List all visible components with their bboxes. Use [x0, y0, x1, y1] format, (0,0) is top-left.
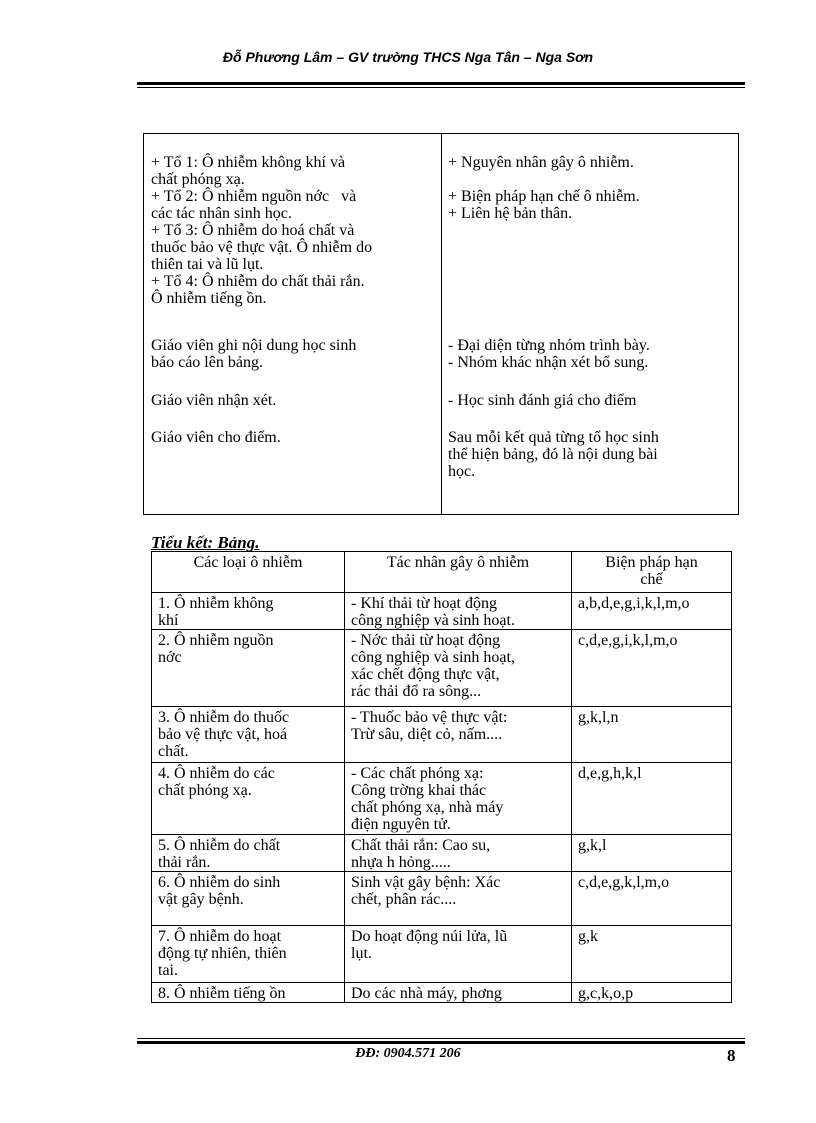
pollution-type-cell: 2. Ô nhiễm nguồn nớc	[152, 630, 345, 707]
pollution-type-cell: 4. Ô nhiễm do các chất phóng xạ.	[152, 763, 345, 835]
pollutant-cell: - Nớc thải từ hoạt động công nghiệp và sinh hoạt, xác chết động thực vật, rác thải đổ ra sông...	[345, 630, 572, 707]
pollution-type-cell: 8. Ô nhiễm tiếng ồn	[152, 983, 345, 1003]
column-header: Các loại ô nhiễm	[152, 552, 345, 593]
header-rule	[137, 82, 745, 85]
table1-left-cell: Giáo viên ghi nội dung học sinh báo cáo lên bảng.	[151, 337, 357, 371]
table-row	[152, 763, 732, 835]
table-row	[152, 926, 732, 983]
measures-cell: g,k,l,n	[572, 707, 732, 763]
measures-cell: d,e,g,h,k,l	[572, 763, 732, 835]
measures-cell: g,k,l	[572, 835, 732, 872]
table-row	[152, 983, 732, 1003]
footer-rule-thin	[137, 1038, 745, 1039]
table-row	[152, 630, 732, 707]
pollutant-cell: Do hoạt động núi lửa, lũ lụt.	[345, 926, 572, 983]
table1-right-cell: Sau mỗi kết quả từng tổ học sinh thể hiện bảng, đó là nội dung bài học.	[448, 429, 659, 480]
page-header: Đỗ Phương Lâm – GV trường THCS Nga Tân – Nga Sơn	[222, 49, 594, 65]
measures-cell: g,k	[572, 926, 732, 983]
activity-table	[143, 133, 739, 515]
pollutant-cell: Do các nhà máy, phơng	[345, 983, 572, 1003]
summary-table	[151, 551, 732, 1003]
pollution-type-cell: 6. Ô nhiễm do sinh vật gây bệnh.	[152, 872, 345, 926]
pollutant-cell: - Khí thải từ hoạt động công nghiệp và sinh hoạt.	[345, 593, 572, 630]
pollution-type-cell: 3. Ô nhiễm do thuốc bảo vệ thực vật, hoá chất.	[152, 707, 345, 763]
pollution-type-cell: 5. Ô nhiễm do chất thải rắn.	[152, 835, 345, 872]
measures-cell: c,d,e,g,k,l,m,o	[572, 872, 732, 926]
column-header: Tác nhân gây ô nhiễm	[345, 552, 572, 593]
measures-cell: g,c,k,o,p	[572, 983, 732, 1003]
table-row	[152, 707, 732, 763]
column-header: Biện pháp hạn chế	[572, 552, 732, 593]
page-number: 8	[727, 1046, 736, 1065]
table1-left-cell: Giáo viên nhận xét.	[151, 392, 277, 409]
table-header-row	[152, 552, 732, 593]
table1-left-cell: Giáo viên cho điểm.	[151, 429, 281, 446]
table-row	[152, 835, 732, 872]
table1-right-cell: - Học sinh đánh giá cho điểm	[448, 392, 637, 409]
measures-cell: c,d,e,g,i,k,l,m,o	[572, 630, 732, 707]
table-row	[152, 872, 732, 926]
footer-rule	[137, 1041, 745, 1044]
pollutant-cell: Chất thải rắn: Cao su, nhựa h hỏng.....	[345, 835, 572, 872]
column-divider	[441, 134, 442, 514]
footer-phone: ĐĐ: 0904.571 206	[355, 1046, 461, 1061]
table1-left-cell: + Tổ 1: Ô nhiễm không khí và chất phóng xạ. + Tổ 2: Ô nhiễm nguồn nớc và các tác nhân sinh học. + Tổ 3: Ô nhiễm do hoá chất và thuốc bảo vệ thực vật. Ô nhiễm do thiên tai và lũ lụt. + Tổ 4: Ô nhiễm do chất thải rắn. Ô nhiễm tiếng ồn.	[151, 154, 373, 307]
table1-right-cell: + Nguyên nhân gây ô nhiễm. + Biện pháp hạn chế ô nhiễm. + Liên hệ bản thân.	[448, 154, 640, 222]
measures-cell: a,b,d,e,g,i,k,l,m,o	[572, 593, 732, 630]
table1-right-cell: - Đại diện từng nhóm trình bày. - Nhóm khác nhận xét bổ sung.	[448, 337, 650, 371]
pollutant-cell: - Các chất phóng xạ: Công trờng khai thác chất phóng xạ, nhà máy điện nguyên tử.	[345, 763, 572, 835]
pollutant-cell: Sinh vật gây bệnh: Xác chết, phân rác....	[345, 872, 572, 926]
pollutant-cell: - Thuốc bảo vệ thực vật: Trừ sâu, diệt cỏ, nấm....	[345, 707, 572, 763]
section-subtitle: Tiểu kết: Bảng.	[151, 533, 260, 552]
pollution-type-cell: 1. Ô nhiễm không khí	[152, 593, 345, 630]
pollution-type-cell: 7. Ô nhiễm do hoạt động tự nhiên, thiên tai.	[152, 926, 345, 983]
table-row	[152, 593, 732, 630]
header-rule-thin	[137, 87, 745, 88]
